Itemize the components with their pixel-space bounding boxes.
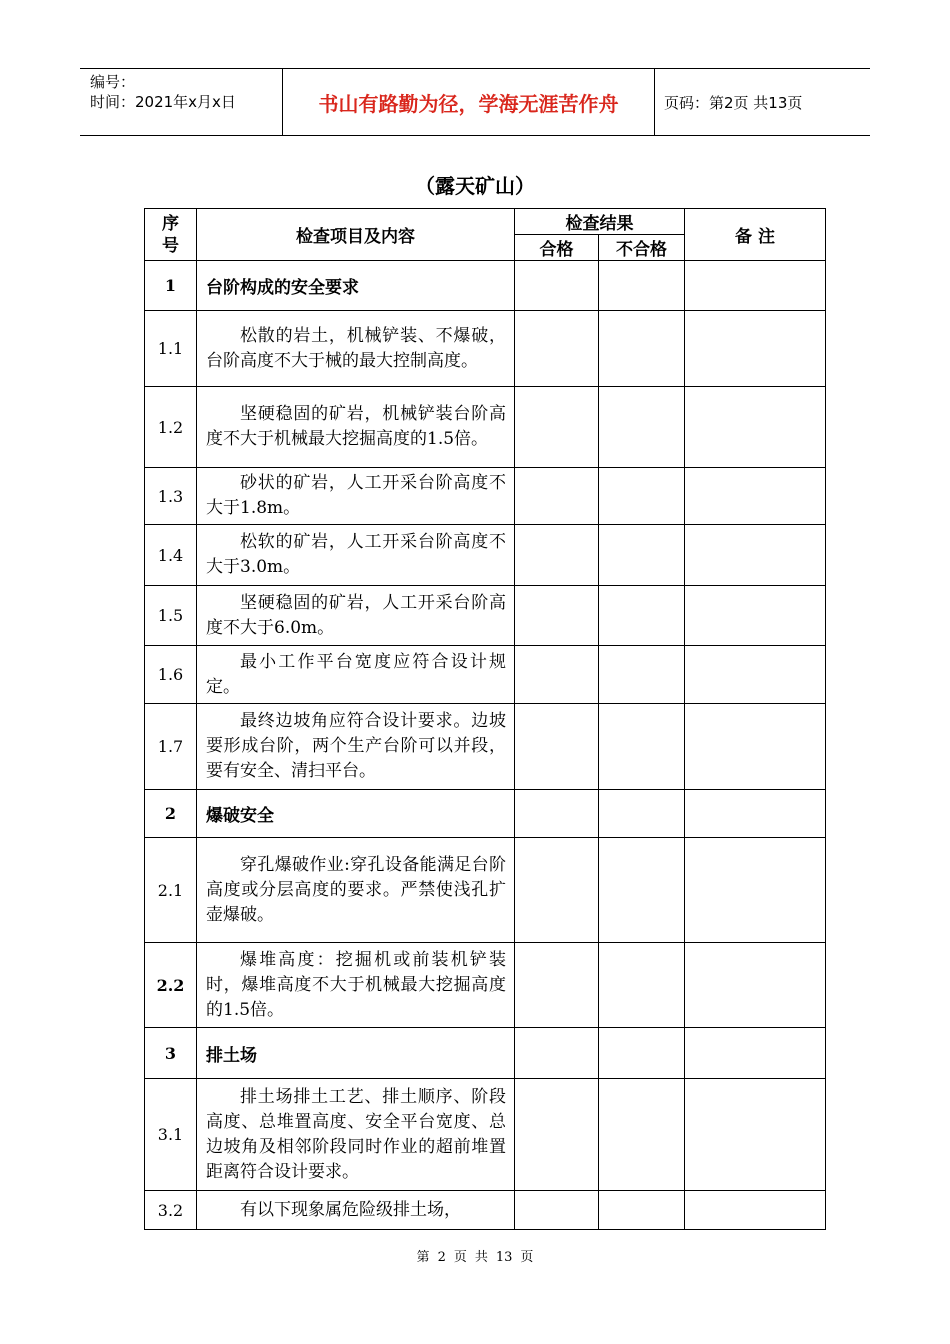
footer-page-number: 2: [437, 1250, 446, 1265]
table-row: [145, 646, 826, 704]
fail-cell[interactable]: [599, 311, 685, 387]
pass-cell[interactable]: [515, 1191, 599, 1230]
fail-cell[interactable]: [599, 387, 685, 468]
pass-cell[interactable]: [515, 525, 599, 586]
row-number: 1.6: [145, 646, 197, 704]
row-number: 3.2: [145, 1191, 197, 1230]
inspection-table: [144, 208, 826, 1230]
note-cell[interactable]: [685, 704, 826, 790]
note-cell[interactable]: [685, 468, 826, 525]
document-title: （露天矿山）: [415, 174, 535, 198]
item-text: 坚硬稳固的矿岩，人工开采台阶高度不大于6.0m。: [197, 586, 515, 646]
fail-cell[interactable]: [599, 704, 685, 790]
row-number: 1.5: [145, 586, 197, 646]
col-item-header: 检查项目及内容: [197, 209, 515, 261]
pass-cell[interactable]: [515, 943, 599, 1028]
pass-cell[interactable]: [515, 1079, 599, 1191]
item-text: 排土场排土工艺、排土顺序、阶段高度、总堆置高度、安全平台宽度、总边坡角及相邻阶段同时作业的超前堆置距离符合设计要求。: [197, 1079, 515, 1191]
pass-cell[interactable]: [515, 586, 599, 646]
fail-cell[interactable]: [599, 1191, 685, 1230]
item-text: 穿孔爆破作业:穿孔设备能满足台阶高度或分层高度的要求。严禁使浅孔扩壶爆破。: [197, 838, 515, 943]
note-cell[interactable]: [685, 1028, 826, 1079]
fail-cell[interactable]: [599, 468, 685, 525]
note-cell[interactable]: [685, 311, 826, 387]
note-cell[interactable]: [685, 261, 826, 311]
number-label: 编号：: [90, 73, 136, 91]
table-row: [145, 525, 826, 586]
section-title: 排土场: [197, 1028, 515, 1079]
pass-cell[interactable]: [515, 468, 599, 525]
col-result-header: 检查结果: [515, 209, 685, 235]
row-number: 1.1: [145, 311, 197, 387]
item-text: 坚硬稳固的矿岩，机械铲装台阶高度不大于机械最大挖掘高度的1.5倍。: [197, 387, 515, 468]
row-number: 3.1: [145, 1079, 197, 1191]
pass-cell[interactable]: [515, 311, 599, 387]
table-row: [145, 838, 826, 943]
table-row: [145, 1028, 826, 1079]
note-cell[interactable]: [685, 586, 826, 646]
pass-cell[interactable]: [515, 838, 599, 943]
note-cell[interactable]: [685, 1079, 826, 1191]
row-number: 1.2: [145, 387, 197, 468]
fail-cell[interactable]: [599, 525, 685, 586]
row-number: 2.1: [145, 838, 197, 943]
item-text: 爆堆高度：挖掘机或前装机铲装时，爆堆高度不大于机械最大挖掘高度的1.5倍。: [197, 943, 515, 1028]
note-cell[interactable]: [685, 646, 826, 704]
row-number: 1: [145, 261, 197, 311]
pass-cell[interactable]: [515, 261, 599, 311]
fail-cell[interactable]: [599, 586, 685, 646]
table-row: [145, 1079, 826, 1191]
page-footer: [0, 1246, 950, 1265]
item-text: 松散的岩土，机械铲装、不爆破，台阶高度不大于械的最大控制高度。: [197, 311, 515, 387]
table-row: [145, 311, 826, 387]
col-note-header: 备 注: [685, 209, 826, 261]
table-row: [145, 790, 826, 838]
col-no-header: 序号: [145, 209, 197, 261]
footer-total-word: 共: [474, 1250, 488, 1265]
table-row: [145, 387, 826, 468]
table-row: [145, 1191, 826, 1230]
item-text: 最小工作平台宽度应符合设计规定。: [197, 646, 515, 704]
header-divider: [654, 69, 655, 135]
pass-cell[interactable]: [515, 704, 599, 790]
date-label: 时间：2021年x月x日: [90, 93, 236, 111]
table-row: [145, 704, 826, 790]
item-text: 最终边坡角应符合设计要求。边坡要形成台阶，两个生产台阶可以并段，要有安全、清扫平台。: [197, 704, 515, 790]
row-number: 2.2: [145, 943, 197, 1028]
item-text: 有以下现象属危险级排土场，: [197, 1191, 515, 1230]
footer-page-unit: 页: [453, 1250, 467, 1265]
page-header: [80, 68, 870, 136]
note-cell[interactable]: [685, 943, 826, 1028]
section-title: 台阶构成的安全要求: [197, 261, 515, 311]
section-title: 爆破安全: [197, 790, 515, 838]
fail-cell[interactable]: [599, 943, 685, 1028]
row-number: 2: [145, 790, 197, 838]
header-meta: [80, 69, 282, 135]
table-header-row: [145, 209, 826, 235]
footer-page-word: 第: [416, 1250, 430, 1265]
header-page-info: 页码：第2页 共13页: [664, 93, 803, 112]
pass-cell[interactable]: [515, 790, 599, 838]
table-row: [145, 943, 826, 1028]
row-number: 3: [145, 1028, 197, 1079]
row-number: 1.4: [145, 525, 197, 586]
table-row: [145, 261, 826, 311]
fail-cell[interactable]: [599, 790, 685, 838]
note-cell[interactable]: [685, 790, 826, 838]
table-row: [145, 586, 826, 646]
row-number: 1.7: [145, 704, 197, 790]
row-number: 1.3: [145, 468, 197, 525]
col-fail-header: 不合格: [599, 235, 685, 261]
note-cell[interactable]: [685, 1191, 826, 1230]
table-row: [145, 468, 826, 525]
pass-cell[interactable]: [515, 1028, 599, 1079]
pass-cell[interactable]: [515, 646, 599, 704]
item-text: 砂状的矿岩，人工开采台阶高度不大于1.8m。: [197, 468, 515, 525]
footer-total-unit: 页: [520, 1250, 534, 1265]
fail-cell[interactable]: [599, 1079, 685, 1191]
col-pass-header: 合格: [515, 235, 599, 261]
note-cell[interactable]: [685, 525, 826, 586]
fail-cell[interactable]: [599, 1028, 685, 1079]
fail-cell[interactable]: [599, 261, 685, 311]
pass-cell[interactable]: [515, 387, 599, 468]
item-text: 松软的矿岩，人工开采台阶高度不大于3.0m。: [197, 525, 515, 586]
note-cell[interactable]: [685, 387, 826, 468]
fail-cell[interactable]: [599, 838, 685, 943]
footer-total-number: 13: [495, 1250, 513, 1265]
fail-cell[interactable]: [599, 646, 685, 704]
header-motto: 书山有路勤为径，学海无涯苦作舟: [318, 91, 619, 116]
note-cell[interactable]: [685, 838, 826, 943]
